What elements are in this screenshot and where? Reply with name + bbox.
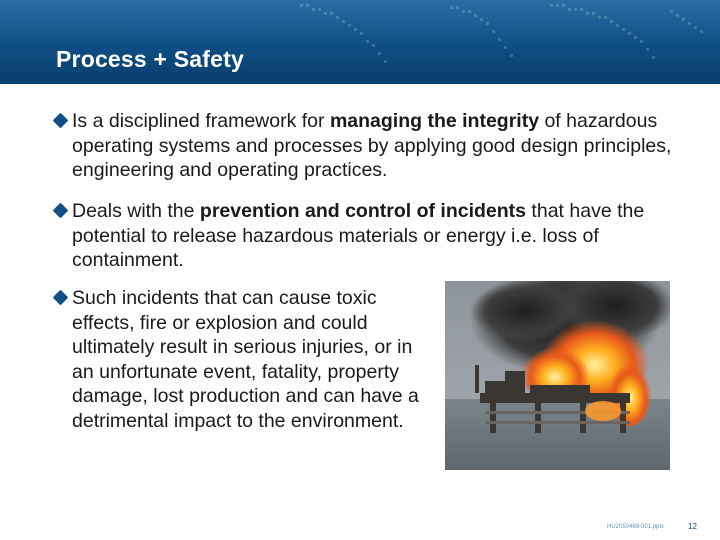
bullet-text: Is a disciplined framework for managing the integrity of hazardous operating systems and processes by applying good design principles, engineering and operating practices. (72, 110, 672, 181)
bullet-text: Such incidents that can cause toxic effects, fire or explosion and could ultimately result in serious injuries, or in an unfortunate event, fatality, property damage, lost production and can have a detrimental impact to the environment. (72, 287, 419, 432)
slide-title: Process + Safety (56, 46, 244, 72)
platform-fire-image (445, 281, 670, 470)
diamond-bullet-icon (53, 203, 69, 219)
diamond-bullet-icon (53, 290, 69, 306)
bullet-item (55, 109, 675, 183)
header-divider (0, 80, 720, 84)
platform-fire-photo (445, 281, 670, 470)
bullet-text: Deals with the prevention and control of incidents that have the potential to release hazardous materials or energy i.e. loss of containment. (72, 200, 645, 271)
bullet-emphasis: managing the integrity (329, 110, 540, 132)
page-number: 12 (688, 522, 697, 531)
slide-header-band (0, 0, 720, 80)
world-map-dots-decoration (260, 0, 720, 80)
bullet-item (55, 199, 675, 273)
bullet-item (55, 286, 430, 433)
footer-document-code: HU2050469-001.pptx (607, 524, 665, 530)
diamond-bullet-icon (53, 113, 69, 129)
bullet-emphasis: prevention and control of incidents (199, 200, 527, 222)
